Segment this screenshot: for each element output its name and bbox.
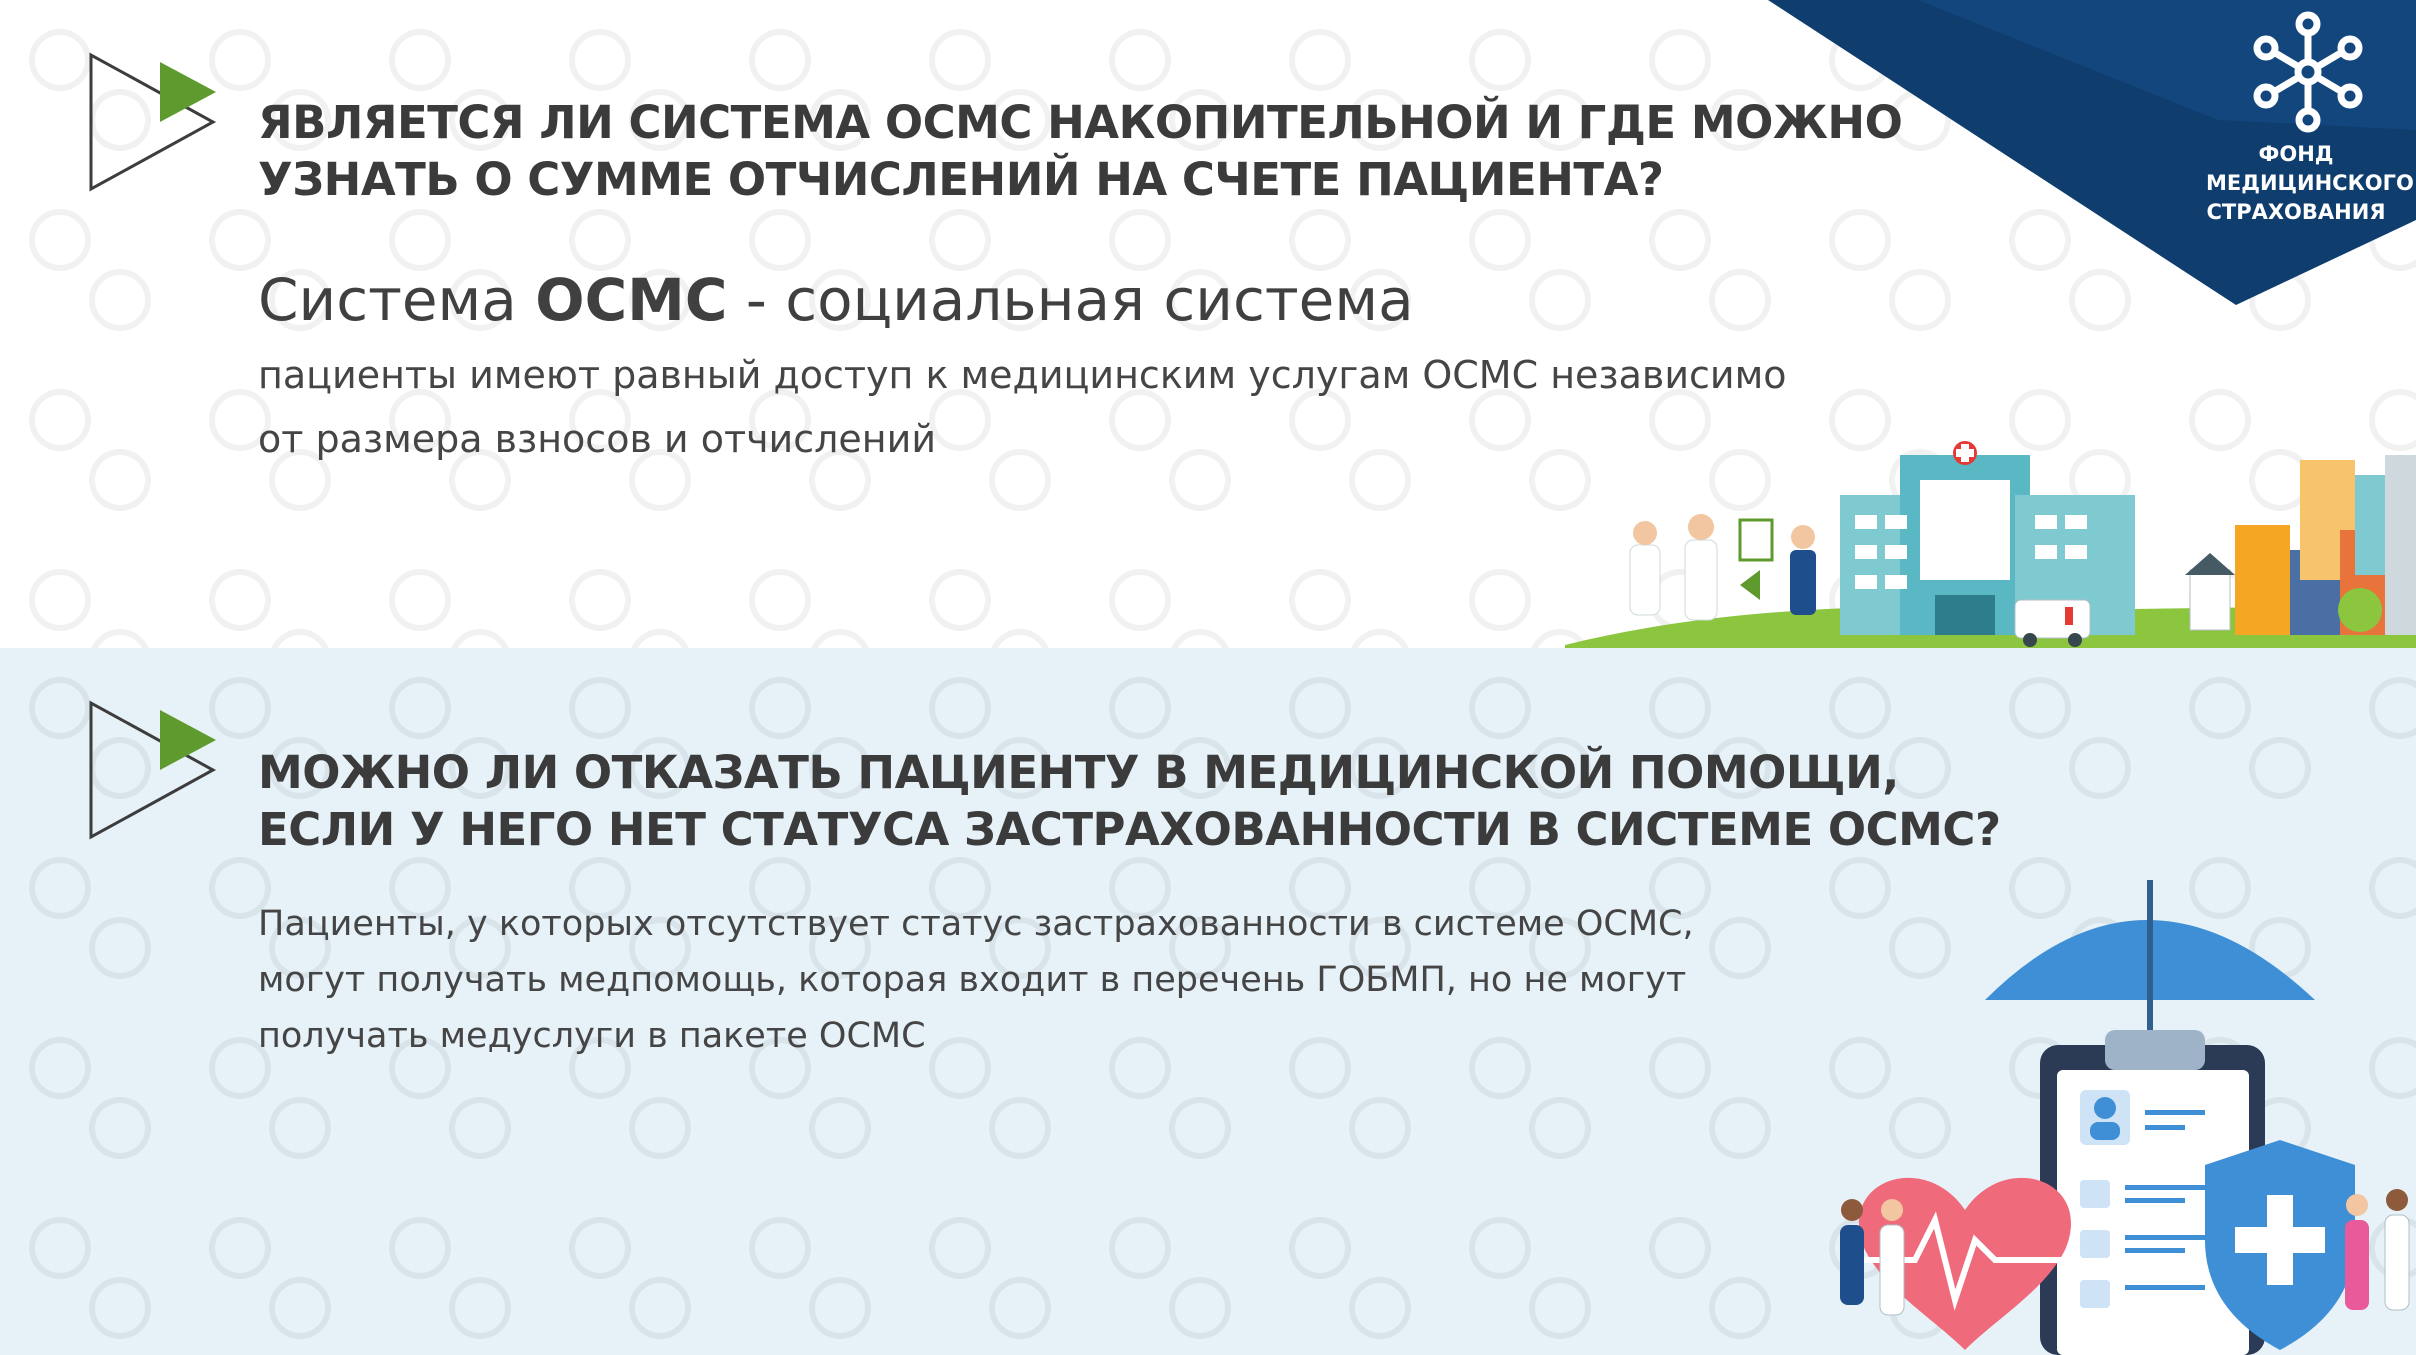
answer-text-1: пациенты имеют равный доступ к медицинским услугам ОСМС независимо от размера взносов и отчислений xyxy=(258,353,1787,461)
lead-statement: Система ОСМС - социальная система xyxy=(258,266,1414,334)
brand-name: ФОНД МЕДИЦИНСКОГО СТРАХОВАНИЯ xyxy=(2206,142,2414,224)
question-heading-1: ЯВЛЯЕТСЯ ЛИ СИСТЕМА ОСМС НАКОПИТЕЛЬНОЙ И ГДЕ МОЖНО УЗНАТЬ О СУММЕ ОТЧИСЛЕНИЙ НА СЧЕТЕ ПАЦИЕНТА? xyxy=(258,96,1903,206)
osms-term: ОСМС xyxy=(535,266,728,334)
answer-text-2: Пациенты, у которых отсутствует статус застрахованности в системе ОСМС, могут получать медпомощь, которая входит в перечень ГОБМП, но не могут получать медуслуги в пакете ОСМС xyxy=(258,904,1694,1056)
play-arrow-icon xyxy=(88,52,218,192)
hospital-city-illustration xyxy=(1565,435,2416,650)
health-insurance-illustration xyxy=(1835,880,2416,1355)
question-heading-2: МОЖНО ЛИ ОТКАЗАТЬ ПАЦИЕНТУ В МЕДИЦИНСКОЙ ПОМОЩИ, ЕСЛИ У НЕГО НЕТ СТАТУСА ЗАСТРАХОВАННОСТИ В СИСТЕМЕ ОСМС? xyxy=(258,746,2001,856)
play-arrow-icon xyxy=(88,700,218,840)
